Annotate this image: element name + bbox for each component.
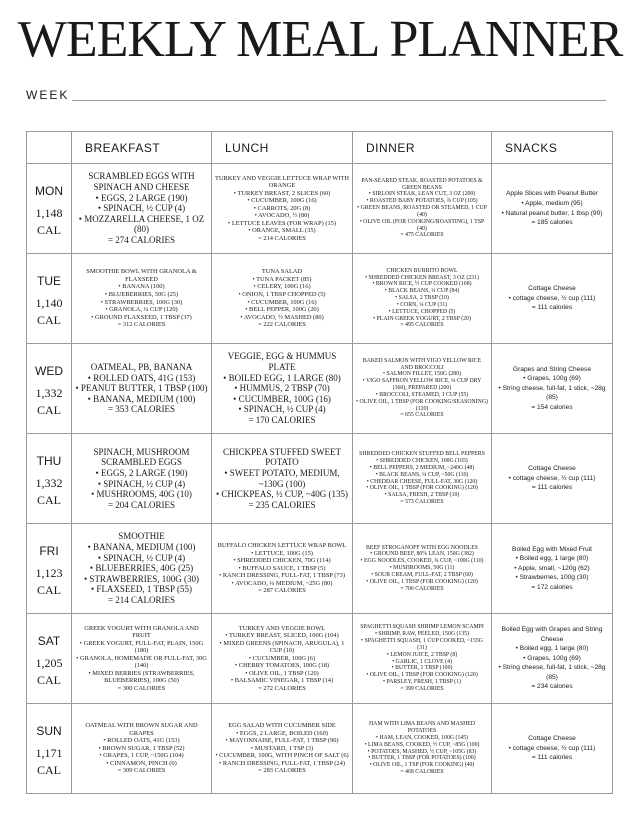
snacks-item: • Grapes, 100g (69) — [523, 654, 581, 662]
day-row-sun — [27, 704, 613, 794]
breakfast-item: • GRANOLA, ¼ CUP (120) — [105, 306, 178, 314]
breakfast-item: • CINNAMON, PINCH (0) — [106, 759, 177, 767]
snacks-total: = 172 calories — [531, 583, 573, 591]
breakfast-items — [75, 373, 208, 405]
meal-cell-dinner[interactable] — [353, 704, 492, 794]
breakfast-item: • BANANA, MEDIUM (100) — [87, 541, 196, 552]
dinner-item: • SOUR CREAM, FULL-FAT, 2 TBSP (60) — [371, 571, 473, 578]
breakfast-total: = 309 CALORIES — [117, 767, 166, 775]
lunch-items — [215, 373, 349, 415]
breakfast-item: • PEANUT BUTTER, 1 TBSP (100) — [75, 383, 208, 394]
meal-cell-lunch[interactable] — [212, 164, 353, 254]
meal-cell-dinner[interactable] — [353, 434, 492, 524]
meal-cell-breakfast[interactable] — [72, 164, 212, 254]
dinner-item: • SHREDDED CHICKEN BREAST, 3 OZ (231) — [365, 274, 479, 281]
dinner-item: • SALSA, 2 TBSP (10) — [395, 295, 449, 302]
meal-cell-breakfast[interactable] — [72, 614, 212, 704]
breakfast-item: • BROWN SUGAR, 1 TBSP (52) — [98, 744, 185, 752]
snacks-total: = 111 calories — [531, 484, 573, 492]
lunch-item: • HUMMUS, 2 TBSP (70) — [234, 383, 330, 394]
column-header-dinner: DINNER — [353, 132, 492, 164]
dinner-item: • CORN, ¼ CUP (31) — [396, 301, 448, 308]
breakfast-item: • GREEK YOGURT, FULL-FAT, PLAIN, 150G (180) — [79, 639, 204, 655]
meal-cell-snacks[interactable] — [492, 344, 613, 434]
meal-cell-lunch[interactable] — [212, 614, 353, 704]
day-calories: 1,332 — [35, 476, 63, 491]
breakfast-item: • EGGS, 2 LARGE (190) — [95, 192, 188, 203]
snacks-total: = 154 calories — [531, 403, 573, 411]
column-header-lunch: LUNCH — [212, 132, 353, 164]
lunch-items — [215, 468, 349, 500]
dinner-item: • PLAIN GREEK YOGURT, 2 TBSP (20) — [373, 315, 471, 322]
day-name: FRI — [39, 544, 59, 559]
dinner-item: • OLIVE OIL (FOR COOKING/ROASTING), 1 TSP (40) — [359, 218, 485, 232]
lunch-item: • CUCUMBER, 100G, WITH PINCH OF SALT (6) — [215, 752, 349, 760]
breakfast-title: OATMEAL, PB, BANANA — [90, 361, 193, 372]
lunch-item: • MIXED GREENS (SPINACH, ARUGULA), 1 CUP (10) — [219, 639, 345, 655]
lunch-title: CHICKPEA STUFFED SWEET POTATO — [222, 446, 341, 468]
day-cell — [27, 344, 72, 434]
lunch-items — [215, 632, 349, 685]
dinner-item: • OLIVE OIL, 1 TBSP (FOR COOKING) (120) — [366, 672, 478, 679]
snacks-total: = 111 calories — [531, 754, 573, 762]
snacks-items — [496, 199, 608, 218]
dinner-title: SHREDDED CHICKEN STUFFED BELL PEPPERS — [359, 451, 485, 458]
breakfast-item: • ROLLED OATS, 41G (153) — [87, 372, 196, 383]
lunch-item: • BUFFALO SAUCE, 1 TBSP (5) — [238, 564, 326, 572]
dinner-item: • POTATOES, MASHED, ½ CUP, ~105G (83) — [367, 748, 477, 755]
day-calories-unit: CAL — [37, 582, 61, 597]
day-row-wed — [27, 344, 613, 434]
lunch-item: • OLIVE OIL, 1 TBSP (120) — [245, 669, 319, 677]
dinner-item: • BROWN RICE, ½ CUP COOKED (108) — [372, 281, 472, 288]
snacks-items — [496, 374, 608, 403]
day-calories: 1,123 — [35, 566, 63, 581]
dinner-item: • SALMON FILLET, 150G (280) — [382, 371, 462, 378]
dinner-item: • SHRIMP, RAW, PEELED, 150G (135) — [374, 631, 470, 638]
snacks-item: • Boiled egg, 1 large (80) — [515, 555, 589, 563]
lunch-item: • CELERY, 100G (16) — [253, 283, 311, 291]
snacks-items — [496, 294, 608, 304]
lunch-items — [215, 730, 349, 768]
lunch-title: VEGGIE, EGG & HUMMUS PLATE — [227, 351, 337, 372]
lunch-total: = 214 CALORIES — [258, 234, 306, 242]
breakfast-items — [75, 468, 208, 500]
snacks-title: Boiled Egg with Mixed Fruit — [512, 545, 592, 553]
lunch-title: TURKEY AND VEGGIE LETTUCE WRAP WITH ORANGE — [215, 174, 349, 190]
dinner-item: • LEMON JUICE, 2 TBSP (8) — [386, 651, 458, 658]
meal-planner-table — [26, 131, 613, 794]
dinner-item: • BUTTER, 1 TBSP (100) — [391, 665, 453, 672]
day-calories: 1,148 — [35, 206, 63, 221]
meal-cell-snacks[interactable] — [492, 524, 613, 614]
lunch-item: • ONION, 1 TBSP CHOPPED (5) — [238, 290, 326, 298]
lunch-item: • BALSAMIC VINEGAR, 1 TBSP (14) — [230, 677, 334, 685]
meal-cell-breakfast[interactable] — [72, 524, 212, 614]
lunch-total: = 222 CALORIES — [258, 321, 306, 329]
day-cell — [27, 704, 72, 794]
dinner-item: • OLIVE OIL, 1 TSP (FOR COOKING) (40) — [369, 762, 475, 769]
breakfast-item: • MUSHROOMS, 40G (10) — [91, 489, 192, 500]
meal-cell-dinner[interactable] — [353, 164, 492, 254]
breakfast-items — [75, 283, 208, 321]
breakfast-item: • SPINACH, ½ CUP (4) — [97, 203, 186, 214]
breakfast-item: • FLAXSEED, 1 TBSP (55) — [91, 584, 192, 595]
lunch-item: • TUNA PACKET (85) — [252, 275, 312, 283]
breakfast-total: = 274 CALORIES — [107, 235, 176, 246]
meal-cell-lunch[interactable] — [212, 344, 353, 434]
lunch-total: = 283 CALORIES — [258, 767, 306, 775]
lunch-item: • AVOCADO, ½ (80) — [254, 212, 310, 220]
lunch-item: • CHICKPEAS, ½ CUP, ~40G (135) — [215, 489, 349, 500]
breakfast-item: • GRANOLA, HOMEMADE OR FULL-FAT, 30G (140) — [76, 654, 207, 670]
lunch-item: • EGGS, 2 LARGE, BOILED (160) — [236, 729, 328, 737]
snacks-item: • String cheese, full-fat, 1 stick, ~28g (85) — [498, 384, 606, 402]
snacks-item: • Boiled egg, 1 large (80) — [515, 645, 589, 653]
breakfast-item: • BLUEBERRIES, 50G (25) — [104, 290, 179, 298]
lunch-item: • BOILED EGG, 1 LARGE (80) — [223, 372, 341, 383]
dinner-item: • OLIVE OIL, 1 TBSP (FOR COOKING) (120) — [366, 485, 478, 492]
snacks-total: = 111 calories — [531, 304, 573, 312]
lunch-item: • RANCH DRESSING, FULL-FAT, 1 TBSP (24) — [219, 759, 345, 767]
day-calories-unit: CAL — [37, 492, 61, 507]
week-input-line[interactable] — [72, 100, 606, 101]
dinner-item: • GROUND BEEF, 80% LEAN, 150G (382) — [370, 551, 474, 558]
meal-cell-lunch[interactable] — [212, 704, 353, 794]
lunch-items — [215, 550, 349, 588]
meal-cell-snacks[interactable] — [492, 254, 613, 344]
lunch-title: BUFFALO CHICKEN LETTUCE WRAP BOWL — [217, 542, 347, 550]
lunch-item: • ORANGE, SMALL (35) — [248, 227, 316, 235]
breakfast-item: • STRAWBERRIES, 100G (30) — [84, 573, 199, 584]
day-row-sat — [27, 614, 613, 704]
snacks-total: = 234 calories — [531, 683, 573, 691]
meal-cell-dinner[interactable] — [353, 524, 492, 614]
day-row-mon — [27, 164, 613, 254]
lunch-total: = 287 CALORIES — [258, 587, 306, 595]
breakfast-item: • MIXED BERRIES (STRAWBERRIES, BLUEBERRIES), 100G (50) — [88, 669, 195, 685]
breakfast-item: • BLUEBERRIES, 40G (25) — [89, 563, 194, 574]
dinner-item: • HAM, LEAN, COOKED, 100G (145) — [375, 734, 469, 741]
breakfast-item: • BANANA, MEDIUM (100) — [87, 393, 196, 404]
lunch-total: = 272 CALORIES — [258, 684, 306, 692]
dinner-item: • BLACK BEANS, ¼ CUP (84) — [384, 288, 460, 295]
dinner-item: • LIMA BEANS, COOKED, ½ CUP, ~85G (100) — [364, 741, 480, 748]
dinner-total: = 655 CALORIES — [400, 412, 444, 419]
breakfast-item: • BANANA (100) — [118, 283, 165, 291]
dinner-item: • BELL PEPPERS, 2 MEDIUM, ~240G (48) — [369, 464, 475, 471]
dinner-item: • OLIVE OIL, 1 TBSP (FOR COOKING/SEASONING) (120) — [356, 398, 488, 412]
breakfast-item: • MOZZARELLA CHEESE, 1 OZ (80) — [78, 213, 205, 235]
dinner-items — [356, 458, 488, 499]
dinner-total: = 495 CALORIES — [400, 322, 444, 329]
lunch-item: • MUSTARD, 1 TSP (3) — [250, 744, 314, 752]
breakfast-title: OATMEAL WITH BROWN SUGAR AND GRAPES — [85, 722, 198, 737]
day-name: TUE — [37, 274, 61, 289]
dinner-items — [356, 735, 488, 769]
snacks-items — [496, 554, 608, 583]
dinner-item: • ROASTED BABY POTATOES, ¾ CUP (105) — [366, 198, 478, 205]
meal-cell-snacks[interactable] — [492, 704, 613, 794]
snacks-title: Cottage Cheese — [528, 285, 576, 293]
breakfast-total: = 312 CALORIES — [117, 321, 166, 329]
meal-cell-breakfast[interactable] — [72, 434, 212, 524]
lunch-item: • LETTUCE LEAVES (FOR WRAP) (15) — [228, 219, 336, 227]
day-name: THU — [36, 454, 62, 469]
day-calories-unit: CAL — [37, 762, 61, 777]
meal-cell-breakfast[interactable] — [72, 254, 212, 344]
snacks-title: Cottage Cheese — [528, 735, 576, 743]
day-name: WED — [35, 364, 63, 379]
dinner-total: = 706 CALORIES — [400, 585, 444, 592]
dinner-total: = 468 CALORIES — [400, 768, 444, 775]
meal-cell-lunch[interactable] — [212, 254, 353, 344]
lunch-items — [215, 276, 349, 321]
breakfast-title: GREEK YOGURT WITH GRANOLA AND FRUIT — [84, 624, 199, 640]
day-calories-unit: CAL — [37, 312, 61, 327]
lunch-item: • CUCUMBER, 100G (16) — [247, 298, 317, 306]
lunch-item: • CHERRY TOMATOES, 100G (18) — [234, 662, 330, 670]
lunch-item: • TURKEY BREAST, SLICED, 100G (104) — [225, 632, 339, 640]
lunch-item: • CUCUMBER, 100G (16) — [247, 197, 317, 205]
snacks-item: • Apple, medium (95) — [521, 199, 583, 207]
breakfast-title: SCRAMBLED EGGS WITH SPINACH AND CHEESE — [88, 171, 195, 192]
lunch-item: • LETTUCE, 100G (15) — [251, 549, 313, 557]
dinner-item: • PARSLEY, FRESH, 1 TBSP (1) — [383, 678, 461, 685]
breakfast-item: • GROUND FLAXSEED, 1 TBSP (37) — [91, 313, 192, 321]
dinner-item: • MUSHROOMS, 50G (11) — [389, 565, 455, 572]
day-calories: 1,205 — [35, 656, 63, 671]
day-name: MON — [35, 184, 63, 199]
snacks-item: • Natural peanut butter, 1 tbsp (90) — [501, 209, 603, 217]
lunch-item: • CUCUMBER, 100G (6) — [248, 654, 316, 662]
snacks-title: Boiled Egg with Grapes and String Cheese — [501, 626, 603, 643]
dinner-items — [356, 551, 488, 585]
breakfast-title: SPINACH, MUSHROOM SCRAMBLED EGGS — [93, 446, 190, 468]
dinner-total: = 399 CALORIES — [400, 685, 444, 692]
column-header-snacks: SNACKS — [492, 132, 613, 164]
day-cell — [27, 524, 72, 614]
lunch-item: • AVOCADO, ¼ MEDIUM, ~25G (80) — [231, 579, 333, 587]
lunch-item: • AVOCADO, ½ MASHED (80) — [240, 313, 324, 321]
day-row-tue — [27, 254, 613, 344]
dinner-title: SPAGHETTI SQUASH SHRIMP LEMON SCAMPI — [360, 624, 484, 631]
breakfast-total: = 204 CALORIES — [107, 499, 176, 510]
day-calories-unit: CAL — [37, 402, 61, 417]
dinner-title: BEEF STROGANOFF WITH EGG NOODLES — [366, 544, 478, 551]
day-calories: 1,171 — [35, 746, 63, 761]
day-calories-unit: CAL — [37, 672, 61, 687]
dinner-total: = 475 CALORIES — [400, 232, 444, 239]
day-calories-unit: CAL — [37, 222, 61, 237]
breakfast-items — [75, 193, 208, 235]
breakfast-item: • SPINACH, ½ CUP (4) — [97, 552, 186, 563]
meal-cell-dinner[interactable] — [353, 344, 492, 434]
dinner-title: BAKED SALMON WITH VIGO YELLOW RICE AND BROCCOLI — [362, 357, 482, 371]
breakfast-items — [75, 542, 208, 595]
day-row-fri — [27, 524, 613, 614]
meal-cell-breakfast[interactable] — [72, 704, 212, 794]
dinner-items — [356, 275, 488, 323]
column-header-breakfast: BREAKFAST — [72, 132, 212, 164]
meal-cell-dinner[interactable] — [353, 254, 492, 344]
dinner-title: HAM WITH LIMA BEANS AND MASHED POTATOES — [368, 721, 475, 735]
dinner-item: • OLIVE OIL, 1 TBSP (FOR COOKING) (120) — [366, 578, 478, 585]
breakfast-item: • EGGS, 2 LARGE (190) — [95, 467, 188, 478]
dinner-item: • LETTUCE, CHOPPED (5) — [388, 308, 456, 315]
day-calories: 1,140 — [35, 296, 63, 311]
day-name: SAT — [37, 634, 61, 649]
dinner-total: = 573 CALORIES — [400, 498, 444, 505]
meal-cell-snacks[interactable] — [492, 164, 613, 254]
snacks-item: • Grapes, 100g (69) — [523, 375, 581, 383]
dinner-item: • VIGO SAFFRON YELLOW RICE, ¼ CUP DRY (360), PREPARED (200) — [362, 378, 482, 392]
dinner-item: • SPAGHETTI SQUASH, 1 CUP COOKED, ~155G (31) — [361, 638, 483, 651]
header-row — [27, 132, 613, 164]
dinner-item: • GREEN BEANS, ROASTED OR STEAMED, 1 CUP (40) — [357, 205, 487, 218]
dinner-item: • SHREDDED CHICKEN, 100G (165) — [376, 458, 468, 465]
breakfast-total: = 353 CALORIES — [107, 404, 176, 415]
day-cell — [27, 434, 72, 524]
snacks-item: • cottage cheese, ½ cup (111) — [508, 744, 596, 752]
snacks-item: • String cheese, full-fat, 1 stick, ~28g (85) — [498, 664, 606, 681]
breakfast-item: • SPINACH, ½ CUP (4) — [97, 478, 186, 489]
dinner-item: • BLACK BEANS, ¼ CUP, ~50G (110) — [375, 471, 469, 478]
week-label: WEEK — [26, 88, 70, 102]
dinner-item: • SIRLOIN STEAK, LEAN CUT, 3 OZ (200) — [368, 191, 476, 198]
day-calories: 1,332 — [35, 386, 63, 401]
dinner-item: • CHEDDAR CHEESE, FULL-FAT, 30G (120) — [366, 478, 478, 485]
meal-cell-dinner[interactable] — [353, 614, 492, 704]
breakfast-title: SMOOTHIE — [118, 531, 165, 542]
dinner-item: • EGG NOODLES, COOKED, ¾ CUP, ~100G (110) — [360, 558, 484, 565]
meal-cell-snacks[interactable] — [492, 434, 613, 524]
lunch-item: • MAYONNAISE, FULL-FAT, 1 TBSP (90) — [225, 737, 339, 745]
lunch-items — [215, 190, 349, 235]
day-cell — [27, 614, 72, 704]
lunch-item: • SWEET POTATO, MEDIUM, ~130G (100) — [224, 467, 340, 489]
dinner-item: • BUTTER, 1 TBSP (FOR POTATOES) (100) — [368, 755, 476, 762]
breakfast-total: = 300 CALORIES — [117, 684, 166, 692]
snacks-items — [496, 744, 608, 754]
page-title: WEEKLY MEAL PLANNER — [17, 11, 623, 68]
snacks-item: • cottage cheese, ½ cup (111) — [508, 474, 596, 482]
lunch-item: • BELL PEPPER, 100G (20) — [245, 306, 319, 314]
snacks-title: Cottage Cheese — [528, 465, 576, 473]
snacks-items — [496, 644, 608, 682]
snacks-items — [496, 474, 608, 484]
lunch-item: • CUCUMBER, 100G (16) — [233, 393, 331, 404]
snacks-title: Apple Slices with Peanut Butter — [506, 190, 598, 198]
breakfast-item: • GRAPES, 1 CUP, ~150G (104) — [99, 752, 184, 760]
day-cell — [27, 254, 72, 344]
meal-cell-lunch[interactable] — [212, 434, 353, 524]
lunch-item: • SHREDDED CHICKEN, 70G (114) — [233, 557, 331, 565]
lunch-item: • SPINACH, ½ CUP (4) — [238, 404, 326, 415]
snacks-item: • cottage cheese, ½ cup (111) — [508, 294, 596, 302]
dinner-items — [356, 631, 488, 686]
day-name: SUN — [36, 724, 62, 739]
breakfast-title: SMOOTHIE BOWL WITH GRANOLA & FLAXSEED — [86, 268, 197, 283]
dinner-item: • GARLIC, 1 CLOVE (4) — [392, 658, 452, 665]
snacks-title: Grapes and String Cheese — [512, 365, 592, 373]
snacks-total: = 185 calories — [531, 219, 573, 227]
breakfast-items — [75, 737, 208, 767]
dinner-title: CHICKEN BURRITO BOWL — [386, 267, 458, 274]
dinner-items — [356, 191, 488, 232]
breakfast-item: • STRAWBERRIES, 100G (30) — [100, 298, 183, 306]
dinner-title: PAN-SEARED STEAK, ROASTED POTATOES & GREEN BEANS — [361, 177, 483, 191]
lunch-title: TUNA SALAD — [261, 268, 303, 276]
dinner-item: • SALSA, FRESH, 2 TBSP (10) — [384, 492, 460, 499]
day-cell — [27, 164, 72, 254]
lunch-item: • RANCH DRESSING, FULL-FAT, 1 TBSP (73) — [219, 572, 345, 580]
lunch-total: = 170 CALORIES — [248, 415, 316, 426]
lunch-item: • TURKEY BREAST, 2 SLICES (60) — [233, 189, 331, 197]
lunch-item: • CARROTS, 20G (8) — [253, 204, 311, 212]
meal-cell-lunch[interactable] — [212, 524, 353, 614]
breakfast-items — [75, 640, 208, 685]
dinner-item: • BROCCOLI, STEAMED, 1 CUP (55) — [375, 391, 469, 398]
snacks-item: • Strawberries, 100g (30) — [515, 574, 589, 582]
breakfast-total: = 214 CALORIES — [107, 595, 176, 606]
breakfast-item: • ROLLED OATS, 41G (153) — [103, 737, 180, 745]
day-row-thu — [27, 434, 613, 524]
corner-cell — [27, 132, 72, 164]
lunch-total: = 235 CALORIES — [248, 499, 316, 510]
meal-cell-snacks[interactable] — [492, 614, 613, 704]
lunch-title: EGG SALAD WITH CUCUMBER SIDE — [228, 722, 336, 730]
meal-cell-breakfast[interactable] — [72, 344, 212, 434]
lunch-title: TURKEY AND VEGGIE BOWL — [238, 624, 326, 632]
snacks-item: • Apple, small, ~120g (62) — [514, 564, 590, 572]
dinner-items — [356, 371, 488, 412]
